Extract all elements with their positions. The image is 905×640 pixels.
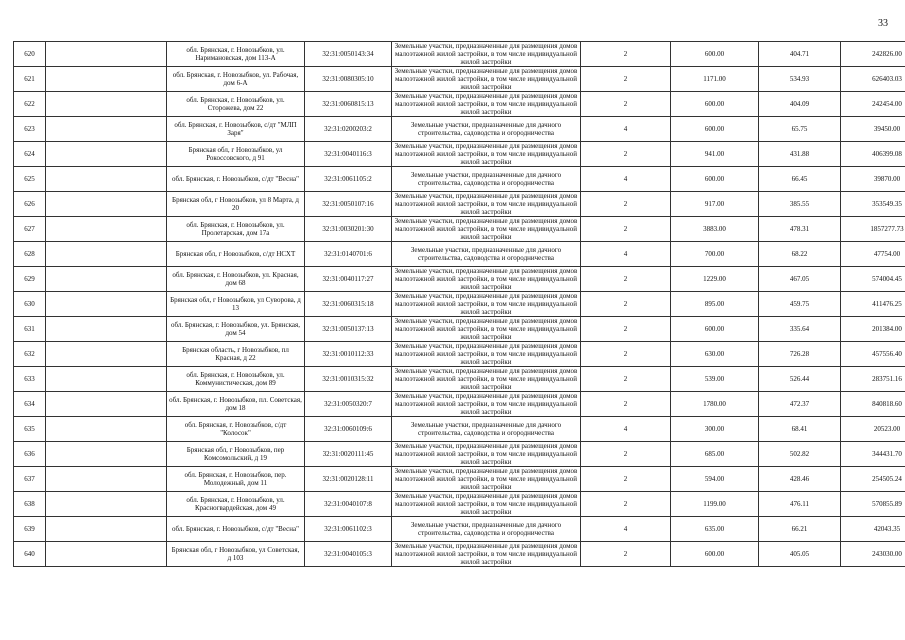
land-use-cell: Земельные участки, предназначенные для размещения домов малоэтажной жилой застройки, в том числе индивидуальной жилой застройки: [392, 442, 581, 467]
land-use-cell: Земельные участки, предназначенные для размещения домов малоэтажной жилой застройки, в том числе индивидуальной жилой застройки: [392, 317, 581, 342]
cadastral-number-cell: 32:31:0060815:13: [305, 92, 392, 117]
blank-column: [46, 192, 167, 217]
address-cell: обл. Брянская, г. Новозыбков, ул. Сторожева, дом 22: [167, 92, 305, 117]
cadastral-value-cell: 626403.03: [841, 67, 905, 92]
area-cell: 1171.00: [671, 67, 759, 92]
blank-column: [46, 492, 167, 517]
blank-column: [46, 467, 167, 492]
row-number: 637: [14, 467, 46, 492]
group-code-cell: 2: [581, 492, 671, 517]
group-code-cell: 2: [581, 342, 671, 367]
specific-value-cell: 335.64: [759, 317, 841, 342]
cadastral-number-cell: 32:31:0040117:27: [305, 267, 392, 292]
row-number: 631: [14, 317, 46, 342]
area-cell: 594.00: [671, 467, 759, 492]
group-code-cell: 4: [581, 117, 671, 142]
group-code-cell: 2: [581, 192, 671, 217]
cadastral-number-cell: 32:31:0140701:6: [305, 242, 392, 267]
land-use-cell: Земельные участки, предназначенные для дачного строительства, садоводства и огородничества: [392, 117, 581, 142]
table-row: [14, 217, 905, 242]
cadastral-value-cell: 42043.35: [841, 517, 905, 542]
table-row: [14, 467, 905, 492]
table-row: [14, 267, 905, 292]
area-cell: 895.00: [671, 292, 759, 317]
table-row: [14, 167, 905, 192]
group-code-cell: 2: [581, 367, 671, 392]
cadastral-value-cell: 39450.00: [841, 117, 905, 142]
cadastral-value-cell: 574004.45: [841, 267, 905, 292]
cadastral-number-cell: 32:31:0010315:32: [305, 367, 392, 392]
area-cell: 1199.00: [671, 492, 759, 517]
area-cell: 600.00: [671, 317, 759, 342]
blank-column: [46, 442, 167, 467]
cadastral-value-cell: 406399.08: [841, 142, 905, 167]
land-use-cell: Земельные участки, предназначенные для размещения домов малоэтажной жилой застройки, в том числе индивидуальной жилой застройки: [392, 367, 581, 392]
cadastral-value-cell: 39870.00: [841, 167, 905, 192]
cadastral-value-cell: 840818.60: [841, 392, 905, 417]
land-use-cell: Земельные участки, предназначенные для дачного строительства, садоводства и огородничества: [392, 517, 581, 542]
address-cell: Брянская обл, г Новозыбков, ул Суворова, д 13: [167, 292, 305, 317]
land-use-cell: Земельные участки, предназначенные для размещения домов малоэтажной жилой застройки, в том числе индивидуальной жилой застройки: [392, 492, 581, 517]
cadastral-number-cell: 32:31:0050143:34: [305, 42, 392, 67]
specific-value-cell: 472.37: [759, 392, 841, 417]
group-code-cell: 2: [581, 67, 671, 92]
cadastral-number-cell: 32:31:0061102:3: [305, 517, 392, 542]
blank-column: [46, 42, 167, 67]
address-cell: обл. Брянская, г. Новозыбков, пл. Советская, дом 18: [167, 392, 305, 417]
group-code-cell: 2: [581, 42, 671, 67]
blank-column: [46, 92, 167, 117]
cadastral-number-cell: 32:31:0080305:10: [305, 67, 392, 92]
area-cell: 941.00: [671, 142, 759, 167]
land-use-cell: Земельные участки, предназначенные для размещения домов малоэтажной жилой застройки, в том числе индивидуальной жилой застройки: [392, 467, 581, 492]
blank-column: [46, 342, 167, 367]
row-number: 636: [14, 442, 46, 467]
land-use-cell: Земельные участки, предназначенные для размещения домов малоэтажной жилой застройки, в том числе индивидуальной жилой застройки: [392, 292, 581, 317]
blank-column: [46, 267, 167, 292]
address-cell: обл. Брянская, г. Новозыбков, с/дт "Колосок": [167, 417, 305, 442]
address-cell: Брянская область, г Новозыбков, пл Красная, д 22: [167, 342, 305, 367]
cadastral-number-cell: 32:31:0040107:8: [305, 492, 392, 517]
row-number: 628: [14, 242, 46, 267]
land-use-cell: Земельные участки, предназначенные для размещения домов малоэтажной жилой застройки, в том числе индивидуальной жилой застройки: [392, 67, 581, 92]
cadastral-number-cell: 32:31:0040105:3: [305, 542, 392, 567]
table-row: [14, 242, 905, 267]
blank-column: [46, 117, 167, 142]
cadastral-value-cell: 243030.00: [841, 542, 905, 567]
cadastral-number-cell: 32:31:0020111:45: [305, 442, 392, 467]
land-use-cell: Земельные участки, предназначенные для размещения домов малоэтажной жилой застройки, в том числе индивидуальной жилой застройки: [392, 267, 581, 292]
specific-value-cell: 476.11: [759, 492, 841, 517]
land-use-cell: Земельные участки, предназначенные для размещения домов малоэтажной жилой застройки, в том числе индивидуальной жилой застройки: [392, 92, 581, 117]
row-number: 632: [14, 342, 46, 367]
address-cell: обл. Брянская, г. Новозыбков, ул. Рабочая, дом 6-А: [167, 67, 305, 92]
area-cell: 917.00: [671, 192, 759, 217]
table-row: [14, 367, 905, 392]
specific-value-cell: 459.75: [759, 292, 841, 317]
table-row: [14, 342, 905, 367]
group-code-cell: 2: [581, 142, 671, 167]
page-number: 33: [878, 18, 888, 29]
row-number: 634: [14, 392, 46, 417]
group-code-cell: 2: [581, 542, 671, 567]
cadastral-value-cell: 254505.24: [841, 467, 905, 492]
area-cell: 685.00: [671, 442, 759, 467]
row-number: 626: [14, 192, 46, 217]
cadastral-number-cell: 32:31:0200203:2: [305, 117, 392, 142]
cadastral-value-cell: 20523.00: [841, 417, 905, 442]
cadastral-value-cell: 457556.40: [841, 342, 905, 367]
group-code-cell: 4: [581, 417, 671, 442]
area-cell: 3883.00: [671, 217, 759, 242]
area-cell: 539.00: [671, 367, 759, 392]
group-code-cell: 2: [581, 292, 671, 317]
specific-value-cell: 431.88: [759, 142, 841, 167]
area-cell: 300.00: [671, 417, 759, 442]
cadastral-value-cell: 353549.35: [841, 192, 905, 217]
blank-column: [46, 67, 167, 92]
table-row: [14, 142, 905, 167]
land-use-cell: Земельные участки, предназначенные для дачного строительства, садоводства и огородничества: [392, 242, 581, 267]
group-code-cell: 2: [581, 392, 671, 417]
address-cell: Брянская обл, г Новозыбков, ул 8 Марта, д 20: [167, 192, 305, 217]
cadastral-number-cell: 32:31:0030201:30: [305, 217, 392, 242]
row-number: 622: [14, 92, 46, 117]
cadastral-number-cell: 32:31:0010112:33: [305, 342, 392, 367]
specific-value-cell: 502.82: [759, 442, 841, 467]
specific-value-cell: 66.21: [759, 517, 841, 542]
land-use-cell: Земельные участки, предназначенные для размещения домов малоэтажной жилой застройки, в том числе индивидуальной жилой застройки: [392, 392, 581, 417]
specific-value-cell: 65.75: [759, 117, 841, 142]
address-cell: обл. Брянская, г. Новозыбков, с/дт "Весна": [167, 517, 305, 542]
cadastral-number-cell: 32:31:0050137:13: [305, 317, 392, 342]
area-cell: 630.00: [671, 342, 759, 367]
blank-column: [46, 417, 167, 442]
row-number: 629: [14, 267, 46, 292]
cadastral-number-cell: 32:31:0060315:18: [305, 292, 392, 317]
area-cell: 600.00: [671, 92, 759, 117]
group-code-cell: 2: [581, 442, 671, 467]
land-use-cell: Земельные участки, предназначенные для размещения домов малоэтажной жилой застройки, в том числе индивидуальной жилой застройки: [392, 192, 581, 217]
blank-column: [46, 542, 167, 567]
address-cell: обл. Брянская, г. Новозыбков, ул. Красная, дом 68: [167, 267, 305, 292]
table-row: [14, 392, 905, 417]
land-registry-table: [13, 41, 905, 567]
cadastral-number-cell: 32:31:0060109:6: [305, 417, 392, 442]
cadastral-value-cell: 570855.89: [841, 492, 905, 517]
address-cell: Брянская обл, г Новозыбков, с/дт НСХТ: [167, 242, 305, 267]
table-row: [14, 492, 905, 517]
group-code-cell: 2: [581, 467, 671, 492]
blank-column: [46, 167, 167, 192]
area-cell: 600.00: [671, 42, 759, 67]
row-number: 624: [14, 142, 46, 167]
row-number: 625: [14, 167, 46, 192]
table-row: [14, 67, 905, 92]
table-row: [14, 192, 905, 217]
address-cell: обл. Брянская, г. Новозыбков, ул. Пролетарская, дом 17а: [167, 217, 305, 242]
cadastral-value-cell: 344431.70: [841, 442, 905, 467]
address-cell: Брянская обл, г Новозыбков, ул Советская, д 103: [167, 542, 305, 567]
cadastral-value-cell: 283751.16: [841, 367, 905, 392]
blank-column: [46, 317, 167, 342]
cadastral-value-cell: 1857277.73: [841, 217, 905, 242]
table-row: [14, 442, 905, 467]
row-number: 633: [14, 367, 46, 392]
address-cell: обл. Брянская, г. Новозыбков, с/дт "МЛП Заря": [167, 117, 305, 142]
cadastral-number-cell: 32:31:0061105:2: [305, 167, 392, 192]
area-cell: 700.00: [671, 242, 759, 267]
cadastral-number-cell: 32:31:0040116:3: [305, 142, 392, 167]
address-cell: Брянская обл, г Новозыбков, пер Комсомольский, д 19: [167, 442, 305, 467]
cadastral-value-cell: 201384.00: [841, 317, 905, 342]
land-use-cell: Земельные участки, предназначенные для дачного строительства, садоводства и огородничества: [392, 167, 581, 192]
row-number: 623: [14, 117, 46, 142]
specific-value-cell: 534.93: [759, 67, 841, 92]
blank-column: [46, 292, 167, 317]
row-number: 639: [14, 517, 46, 542]
cadastral-value-cell: 242454.00: [841, 92, 905, 117]
address-cell: обл. Брянская, г. Новозыбков, с/дт "Весна": [167, 167, 305, 192]
land-use-cell: Земельные участки, предназначенные для размещения домов малоэтажной жилой застройки, в том числе индивидуальной жилой застройки: [392, 142, 581, 167]
table-row: [14, 92, 905, 117]
specific-value-cell: 478.31: [759, 217, 841, 242]
specific-value-cell: 404.09: [759, 92, 841, 117]
row-number: 638: [14, 492, 46, 517]
cadastral-number-cell: 32:31:0020128:11: [305, 467, 392, 492]
row-number: 621: [14, 67, 46, 92]
group-code-cell: 4: [581, 242, 671, 267]
address-cell: обл. Брянская, г. Новозыбков, ул. Красногвардейская, дом 49: [167, 492, 305, 517]
area-cell: 600.00: [671, 167, 759, 192]
table-row: [14, 317, 905, 342]
table-row: [14, 117, 905, 142]
group-code-cell: 2: [581, 217, 671, 242]
blank-column: [46, 242, 167, 267]
area-cell: 1229.00: [671, 267, 759, 292]
group-code-cell: 2: [581, 317, 671, 342]
group-code-cell: 4: [581, 517, 671, 542]
address-cell: обл. Брянская, г. Новозыбков, ул. Брянская, дом 54: [167, 317, 305, 342]
address-cell: обл. Брянская, г. Новозыбков, ул. Коммунистическая, дом 89: [167, 367, 305, 392]
blank-column: [46, 392, 167, 417]
specific-value-cell: 66.45: [759, 167, 841, 192]
address-cell: Брянская обл, г Новозыбков, ул Рокоссовского, д 91: [167, 142, 305, 167]
address-cell: обл. Брянская, г. Новозыбков, пер. Молодежный, дом 11: [167, 467, 305, 492]
address-cell: обл. Брянская, г. Новозыбков, ул. Наримановская, дом 113-А: [167, 42, 305, 67]
land-use-cell: Земельные участки, предназначенные для размещения домов малоэтажной жилой застройки, в том числе индивидуальной жилой застройки: [392, 42, 581, 67]
blank-column: [46, 517, 167, 542]
blank-column: [46, 367, 167, 392]
table-row: [14, 542, 905, 567]
specific-value-cell: 68.41: [759, 417, 841, 442]
area-cell: 635.00: [671, 517, 759, 542]
row-number: 635: [14, 417, 46, 442]
table-row: [14, 42, 905, 67]
group-code-cell: 2: [581, 267, 671, 292]
land-use-cell: Земельные участки, предназначенные для дачного строительства, садоводства и огородничества: [392, 417, 581, 442]
specific-value-cell: 385.55: [759, 192, 841, 217]
specific-value-cell: 404.71: [759, 42, 841, 67]
specific-value-cell: 428.46: [759, 467, 841, 492]
cadastral-number-cell: 32:31:0050107:16: [305, 192, 392, 217]
table-row: [14, 292, 905, 317]
group-code-cell: 2: [581, 92, 671, 117]
table-row: [14, 517, 905, 542]
cadastral-value-cell: 47754.00: [841, 242, 905, 267]
cadastral-number-cell: 32:31:0050320:7: [305, 392, 392, 417]
specific-value-cell: 68.22: [759, 242, 841, 267]
cadastral-value-cell: 411476.25: [841, 292, 905, 317]
specific-value-cell: 467.05: [759, 267, 841, 292]
land-use-cell: Земельные участки, предназначенные для размещения домов малоэтажной жилой застройки, в том числе индивидуальной жилой застройки: [392, 217, 581, 242]
table-row: [14, 417, 905, 442]
specific-value-cell: 726.28: [759, 342, 841, 367]
specific-value-cell: 405.05: [759, 542, 841, 567]
row-number: 620: [14, 42, 46, 67]
land-use-cell: Земельные участки, предназначенные для размещения домов малоэтажной жилой застройки, в том числе индивидуальной жилой застройки: [392, 342, 581, 367]
row-number: 627: [14, 217, 46, 242]
row-number: 630: [14, 292, 46, 317]
table-body: [14, 42, 905, 567]
blank-column: [46, 142, 167, 167]
blank-column: [46, 217, 167, 242]
cadastral-value-cell: 242826.00: [841, 42, 905, 67]
land-use-cell: Земельные участки, предназначенные для размещения домов малоэтажной жилой застройки, в том числе индивидуальной жилой застройки: [392, 542, 581, 567]
area-cell: 600.00: [671, 542, 759, 567]
row-number: 640: [14, 542, 46, 567]
group-code-cell: 4: [581, 167, 671, 192]
area-cell: 1780.00: [671, 392, 759, 417]
area-cell: 600.00: [671, 117, 759, 142]
specific-value-cell: 526.44: [759, 367, 841, 392]
